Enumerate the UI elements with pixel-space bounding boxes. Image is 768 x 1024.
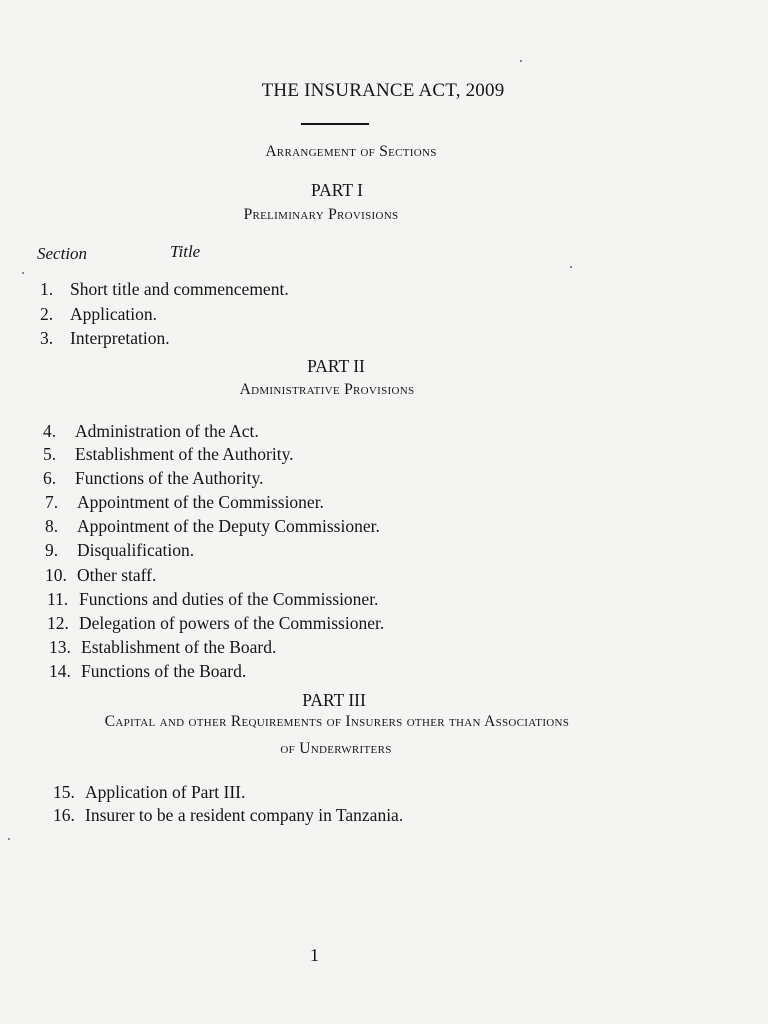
- section-title: Functions and duties of the Commissioner.: [79, 589, 379, 609]
- list-item: [45, 492, 324, 513]
- scan-speck: [8, 838, 10, 840]
- list-item: [53, 805, 403, 826]
- list-item: [43, 421, 259, 442]
- section-title: Functions of the Authority.: [75, 468, 264, 488]
- section-number: 12.: [47, 613, 69, 633]
- part-3-label: PART III: [302, 690, 366, 710]
- list-item: [47, 613, 384, 634]
- scan-speck: [570, 266, 572, 268]
- scan-speck: [22, 272, 24, 274]
- act-title: THE INSURANCE ACT, 2009: [261, 80, 505, 101]
- part-3-heading: Capital and other Requirements of Insurers other than Associations: [104, 713, 570, 730]
- page-number: 1: [310, 945, 319, 965]
- section-title: Appointment of the Deputy Commissioner.: [77, 516, 380, 536]
- section-number: 1.: [40, 279, 54, 299]
- part-2-heading: Administrative Provisions: [239, 381, 415, 398]
- list-item: [43, 444, 294, 465]
- section-title: Establishment of the Board.: [81, 637, 277, 657]
- list-item: [40, 279, 289, 300]
- column-header-title: Title: [170, 242, 201, 261]
- title-divider: [301, 123, 369, 125]
- list-item: [49, 661, 246, 682]
- section-title: Application.: [70, 304, 157, 324]
- section-title: Administration of the Act.: [75, 421, 259, 441]
- list-item: [40, 328, 170, 349]
- section-title: Disqualification.: [77, 540, 195, 560]
- section-number: 8.: [45, 516, 59, 536]
- section-number: 3.: [40, 328, 54, 348]
- section-title: Establishment of the Authority.: [75, 444, 294, 464]
- part-2-label: PART II: [307, 356, 365, 376]
- section-title: Appointment of the Commissioner.: [77, 492, 324, 512]
- scan-speck: [520, 60, 522, 62]
- section-number: 7.: [45, 492, 59, 512]
- list-item: [49, 637, 276, 658]
- column-header-section: Section: [37, 244, 88, 263]
- list-item: [47, 589, 378, 610]
- list-item: [40, 304, 157, 325]
- list-item: [45, 516, 380, 537]
- list-item: [43, 468, 263, 489]
- section-title: Other staff.: [77, 565, 157, 585]
- list-item: [45, 540, 194, 561]
- list-item: [53, 782, 245, 803]
- section-number: 11.: [47, 589, 69, 609]
- list-item: [45, 565, 156, 586]
- section-title: Application of Part III.: [85, 782, 246, 802]
- arrangement-heading: Arrangement of Sections: [265, 143, 437, 160]
- section-title: Functions of the Board.: [81, 661, 247, 681]
- section-number: 14.: [49, 661, 71, 681]
- section-number: 2.: [40, 304, 54, 324]
- section-title: Interpretation.: [70, 328, 170, 348]
- section-number: 13.: [49, 637, 71, 657]
- part-3-heading-continued: of Underwriters: [280, 740, 392, 757]
- section-number: 5.: [43, 444, 57, 464]
- section-number: 6.: [43, 468, 57, 488]
- section-number: 16.: [53, 805, 75, 825]
- section-number: 9.: [45, 540, 59, 560]
- section-title: Insurer to be a resident company in Tanzania.: [85, 805, 404, 825]
- section-number: 4.: [43, 421, 57, 441]
- section-number: 15.: [53, 782, 75, 802]
- part-1-label: PART I: [311, 180, 363, 200]
- section-title: Short title and commencement.: [70, 279, 289, 299]
- section-title: Delegation of powers of the Commissioner.: [79, 613, 385, 633]
- section-number: 10.: [45, 565, 67, 585]
- part-1-heading: Preliminary Provisions: [243, 206, 399, 223]
